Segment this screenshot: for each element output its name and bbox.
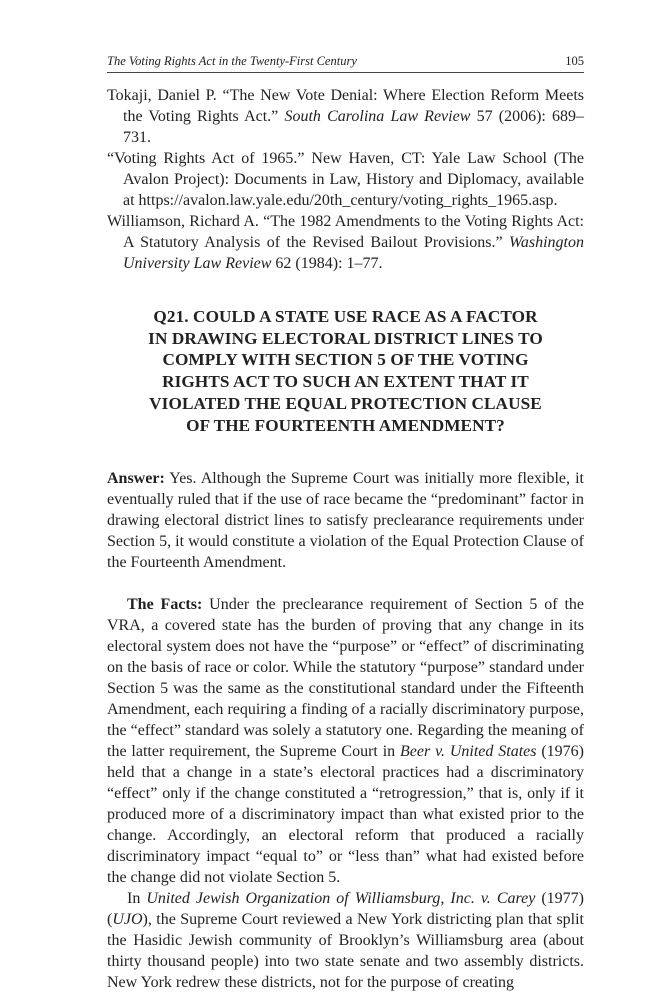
running-header: [107, 54, 584, 73]
reference-item: “Voting Rights Act of 1965.” New Haven, CT: Yale Law School (The Avalon Project): Documents in Law, History and Diplomacy, available at https://avalon.law.yale.edu/20th_century/voting_rights_1965.asp.: [107, 150, 584, 209]
facts-label: The Facts:: [127, 596, 203, 614]
reference-item: Williamson, Richard A. “The 1982 Amendments to the Voting Rights Act: A Statutory Analysis of the Revised Bailout Provisions.” Washington University Law Review 62 (1984): 1–77.: [107, 213, 584, 272]
page-content: [107, 85, 584, 993]
page-number: 105: [565, 54, 584, 68]
running-title: The Voting Rights Act in the Twenty-First Century: [107, 54, 357, 68]
case-abbreviation: UJO: [112, 911, 143, 929]
answer-paragraph: Answer: Yes. Although the Supreme Court was initially more flexible, it eventually ruled that if the use of race became the “predominant” factor in drawing electoral district lines to satisfy preclearance requirements under Section 5, it would constitute a violation of the Equal Protection Clause of the Fourteenth Amendment.: [107, 470, 584, 572]
body-paragraph: In United Jewish Organization of Williamsburg, Inc. v. Carey (1977) (UJO), the Supreme Court reviewed a New York districting plan that split the Hasidic Jewish community of Brooklyn’s Williamsburg area (about thirty thousand people) into two state senate and two assembly districts. New York redrew these districts, not for the purpose of creating: [107, 890, 585, 992]
journal-title: Washington University Law Review: [123, 234, 584, 272]
case-name: United Jewish Organization of Williamsburg, Inc. v. Carey: [146, 890, 536, 908]
question-heading: Q21. COULD A STATE USE RACE AS A FACTOR IN DRAWING ELECTORAL DISTRICT LINES TO COMPLY WITH SECTION 5 OF THE VOTING RIGHTS ACT TO SUCH AN EXTENT THAT IT VIOLATED THE EQUAL PROTECTION CLAUSE OF THE FOURTEENTH AMENDMENT?: [148, 307, 543, 435]
answer-label: Answer:: [107, 470, 165, 488]
facts-paragraph: The Facts: Under the preclearance requirement of Section 5 of the VRA, a covered state has the burden of proving that any change in its electoral system does not have the “purpose” or “effect” of discriminating on the basis of race or color. While the statutory “purpose” standard under Section 5 was the same as the constitutional standard under the Fifteenth Amendment, each requiring a finding of a racially discriminatory purpose, the “effect” standard was solely a statutory one. Regarding the meaning of the latter requirement, the Supreme Court in Beer v. United States (1976) held that a change in a state’s electoral practices had a discriminatory “effect” only if the change constituted a “retrogression,” that is, only if it produced more of a discriminatory impact than what existed prior to the change. Accordingly, an electoral reform that produced a racially discriminatory impact “equal to” or “less than” what had existed before the change did not violate Section 5.: [107, 596, 584, 887]
case-name: Beer v. United States: [400, 743, 537, 761]
journal-title: South Carolina Law Review: [284, 108, 471, 125]
reference-list: [107, 85, 584, 274]
reference-item: Tokaji, Daniel P. “The New Vote Denial: Where Election Reform Meets the Voting Rights Act.” South Carolina Law Review 57 (2006): 689–731.: [107, 87, 585, 146]
